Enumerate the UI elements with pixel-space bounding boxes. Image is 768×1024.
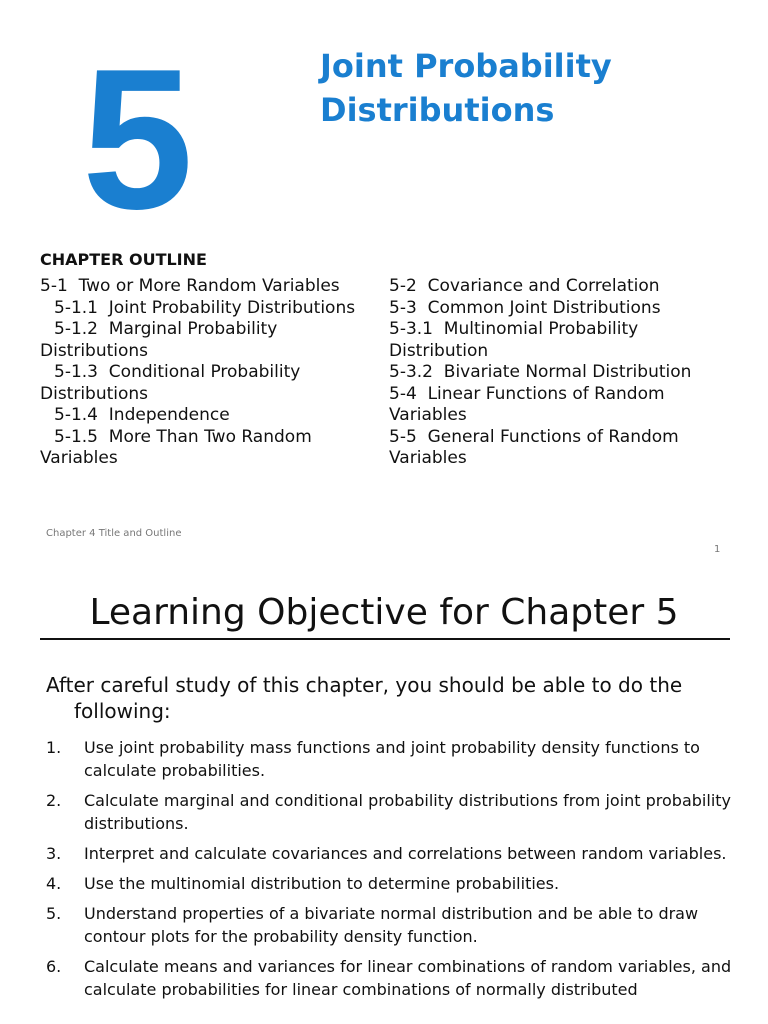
title-divider	[40, 638, 730, 640]
item-number: 3.	[46, 844, 62, 863]
outline-item: Distributions	[40, 340, 149, 361]
outline-item: Variables	[389, 405, 467, 425]
chapter-number: 5	[82, 28, 194, 251]
objectives-title: Learning Objective for Chapter 5	[89, 592, 679, 633]
intro-line: following:	[74, 699, 171, 723]
outline-item: 5-5 General Functions of Random	[389, 426, 679, 447]
chapter-title-line2: Distributions	[320, 91, 555, 129]
outline-item: 5-1.5 More Than Two Random	[54, 426, 312, 447]
outline-item: 5-2 Covariance and Correlation	[389, 276, 660, 296]
item-number: 5.	[46, 904, 62, 923]
item-number: 2.	[46, 791, 62, 810]
outline-heading: CHAPTER OUTLINE	[40, 250, 207, 269]
learning-objectives-slide	[0, 570, 768, 1024]
item-text: Interpret and calculate covariances and correlations between random variables.	[84, 844, 727, 863]
list-item	[46, 789, 736, 835]
item-text: Use the multinomial distribution to determine probabilities.	[84, 874, 560, 893]
outline-item: 5-1 Two or More Random Variables	[40, 276, 340, 296]
outline-item: 5-3.1 Multinomial Probability	[389, 319, 639, 339]
list-item	[46, 902, 736, 948]
outline-item: 5-3.2 Bivariate Normal Distribution	[389, 362, 692, 382]
outline-item: Variables	[40, 448, 118, 468]
chapter-title	[320, 44, 740, 132]
item-number: 4.	[46, 874, 62, 893]
list-item	[46, 736, 736, 782]
outline-item: 5-4 Linear Functions of Random	[389, 383, 665, 404]
slide-footer: Chapter 4 Title and Outline	[46, 528, 182, 539]
objectives-intro	[46, 672, 726, 724]
item-number: 6.	[46, 957, 62, 976]
outline-item: Variables	[389, 448, 467, 468]
chapter-title-line1: Joint Probability	[320, 47, 612, 85]
outline-left-column	[40, 276, 385, 470]
outline-item: Distributions	[40, 383, 149, 404]
list-item	[46, 872, 736, 895]
intro-line: After careful study of this chapter, you should be able to do the	[46, 673, 683, 697]
outline-item: 5-1.1 Joint Probability Distributions	[54, 297, 356, 318]
outline-item: Distribution	[389, 340, 489, 361]
item-text: Calculate means and variances for linear combinations of random variables, and calculate probabilities for linear combinations of normally distributed	[84, 957, 732, 999]
item-text: Understand properties of a bivariate normal distribution and be able to draw contour plots for the probability density function.	[84, 904, 699, 946]
outline-right-column	[389, 276, 734, 470]
outline-item: 5-3 Common Joint Distributions	[389, 297, 661, 318]
outline-item: 5-1.2 Marginal Probability	[54, 319, 278, 339]
list-item	[46, 955, 736, 1001]
item-text: Calculate marginal and conditional probability distributions from joint probability distributions.	[84, 791, 731, 833]
objectives-list	[46, 736, 736, 1008]
outline-item: 5-1.3 Conditional Probability	[54, 362, 301, 382]
page-number: 1	[714, 544, 721, 555]
item-text: Use joint probability mass functions and joint probability density functions to calculate probabilities.	[84, 738, 700, 780]
item-number: 1.	[46, 738, 62, 757]
list-item	[46, 842, 736, 865]
outline-item: 5-1.4 Independence	[54, 405, 230, 425]
